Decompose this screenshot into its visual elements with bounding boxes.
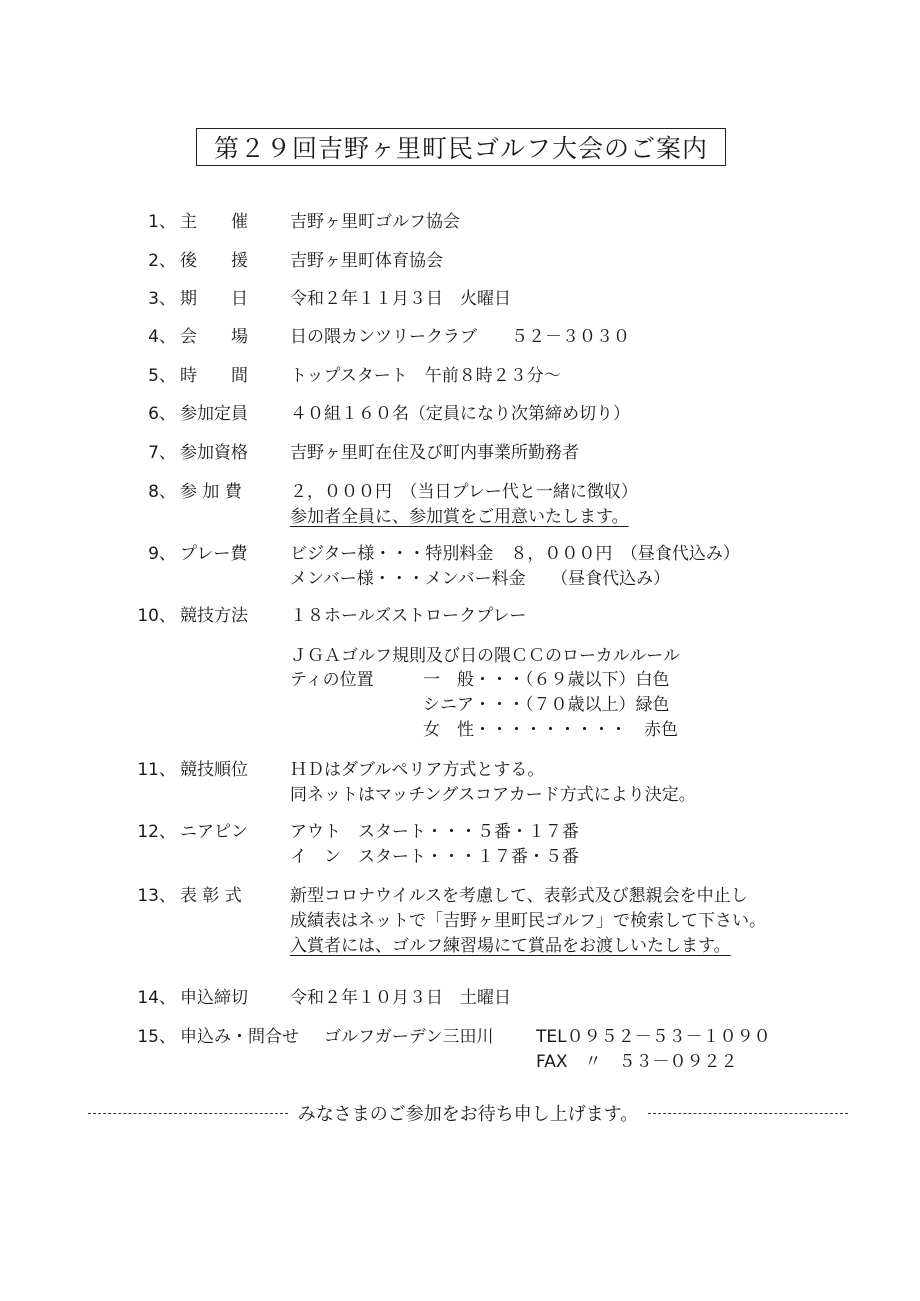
item-value: 吉野ヶ里町体育協会: [290, 251, 443, 271]
item-value: 日の隈カンツリークラブ ５２－３０３０: [290, 327, 630, 347]
item-value: １８ホールズストロークプレー: [290, 606, 527, 626]
item-label: ニアピン: [180, 822, 248, 842]
tee-senior: シニア・・・（７０歳以上）緑色: [423, 695, 670, 715]
item-number: 3、: [148, 289, 176, 309]
item-value: イ ン スタート・・・１７番・５番: [290, 847, 579, 867]
footer-message: [88, 1100, 848, 1126]
item-value: 入賞者には、ゴルフ練習場にて賞品をお渡しいたします。: [290, 936, 731, 956]
item-label: プレー費: [180, 544, 248, 564]
item-label: 競技順位: [180, 760, 248, 780]
item-label: 競技方法: [180, 606, 248, 626]
item-number: 8、: [148, 482, 176, 502]
contact-place: ゴルフガーデン三田川: [324, 1027, 494, 1047]
dashed-divider: [648, 1113, 848, 1114]
item-value: ２，０００円 （当日プレー代と一緒に徴収）: [290, 482, 638, 502]
item-number: 9、: [148, 544, 176, 564]
item-value: 参加者全員に、参加賞をご用意いたします。: [290, 507, 629, 527]
item-label: 表 彰 式: [180, 886, 242, 906]
item-number: 13、: [137, 886, 176, 906]
dashed-divider: [88, 1113, 288, 1114]
item-label: 申込締切: [180, 988, 248, 1008]
item-value: ＪＧＡゴルフ規則及び日の隈ＣＣのローカルルール: [290, 646, 680, 666]
item-value: トップスタート 午前８時２３分～: [290, 366, 561, 386]
item-value: 令和２年１１月３日 火曜日: [290, 289, 511, 309]
item-label: 会 場: [180, 327, 248, 347]
item-number: 11、: [137, 760, 176, 780]
item-value: 令和２年１０月３日 土曜日: [290, 988, 511, 1008]
item-value: 吉野ヶ里町在住及び町内事業所勤務者: [290, 443, 579, 463]
item-value: ビジター様・・・特別料金 ８，０００円 （昼食代込み）: [290, 544, 740, 564]
footer-text: みなさまのご参加をお待ち申し上げます。: [297, 1104, 639, 1125]
item-label: 主 催: [180, 212, 248, 232]
item-number: 7、: [148, 443, 176, 463]
page-title: 第２９回吉野ヶ里町民ゴルフ大会のご案内: [213, 134, 708, 163]
item-value: アウト スタート・・・５番・１７番: [290, 822, 579, 842]
item-label: 参加資格: [180, 443, 248, 463]
item-number: 6、: [148, 404, 176, 424]
title-box: [196, 128, 726, 166]
contact-fax: FAX 〃 ５３－０９２２: [536, 1052, 738, 1072]
item-number: 5、: [148, 366, 176, 386]
item-label: 参加定員: [180, 404, 248, 424]
tee-women: 女 性・・・・・・・・・ 赤色: [423, 720, 678, 740]
item-value: 成績表はネットで「吉野ヶ里町民ゴルフ」で検索して下さい。: [290, 911, 766, 931]
item-value: ４０組１６０名（定員になり次第締め切り）: [290, 404, 630, 424]
item-label: 期 日: [180, 289, 248, 309]
item-number: 10、: [137, 606, 176, 626]
item-number: 1、: [148, 212, 176, 232]
item-number: 12、: [137, 822, 176, 842]
item-label: 申込み・問合せ: [180, 1027, 299, 1047]
item-label: 参 加 費: [180, 482, 242, 502]
item-value: 新型コロナウイルスを考慮して、表彰式及び懇親会を中止し: [290, 886, 748, 906]
item-value: メンバー様・・・メンバー料金 （昼食代込み）: [290, 569, 671, 589]
item-number: 4、: [148, 327, 176, 347]
item-number: 2、: [148, 251, 176, 271]
tee-label: ティの位置: [290, 670, 374, 690]
item-number: 14、: [137, 988, 176, 1008]
item-value: 同ネットはマッチングスコアカード方式により決定。: [290, 785, 696, 805]
item-number: 15、: [137, 1027, 176, 1047]
item-label: 後 援: [180, 251, 248, 271]
item-value: ＨＤはダブルペリア方式とする。: [290, 760, 545, 780]
item-label: 時 間: [180, 366, 248, 386]
contact-tel: TEL０９５２－５３－１０９０: [536, 1027, 771, 1047]
item-value: 吉野ヶ里町ゴルフ協会: [290, 212, 460, 232]
tee-general: 一 般・・・（６９歳以下）白色: [423, 670, 670, 690]
